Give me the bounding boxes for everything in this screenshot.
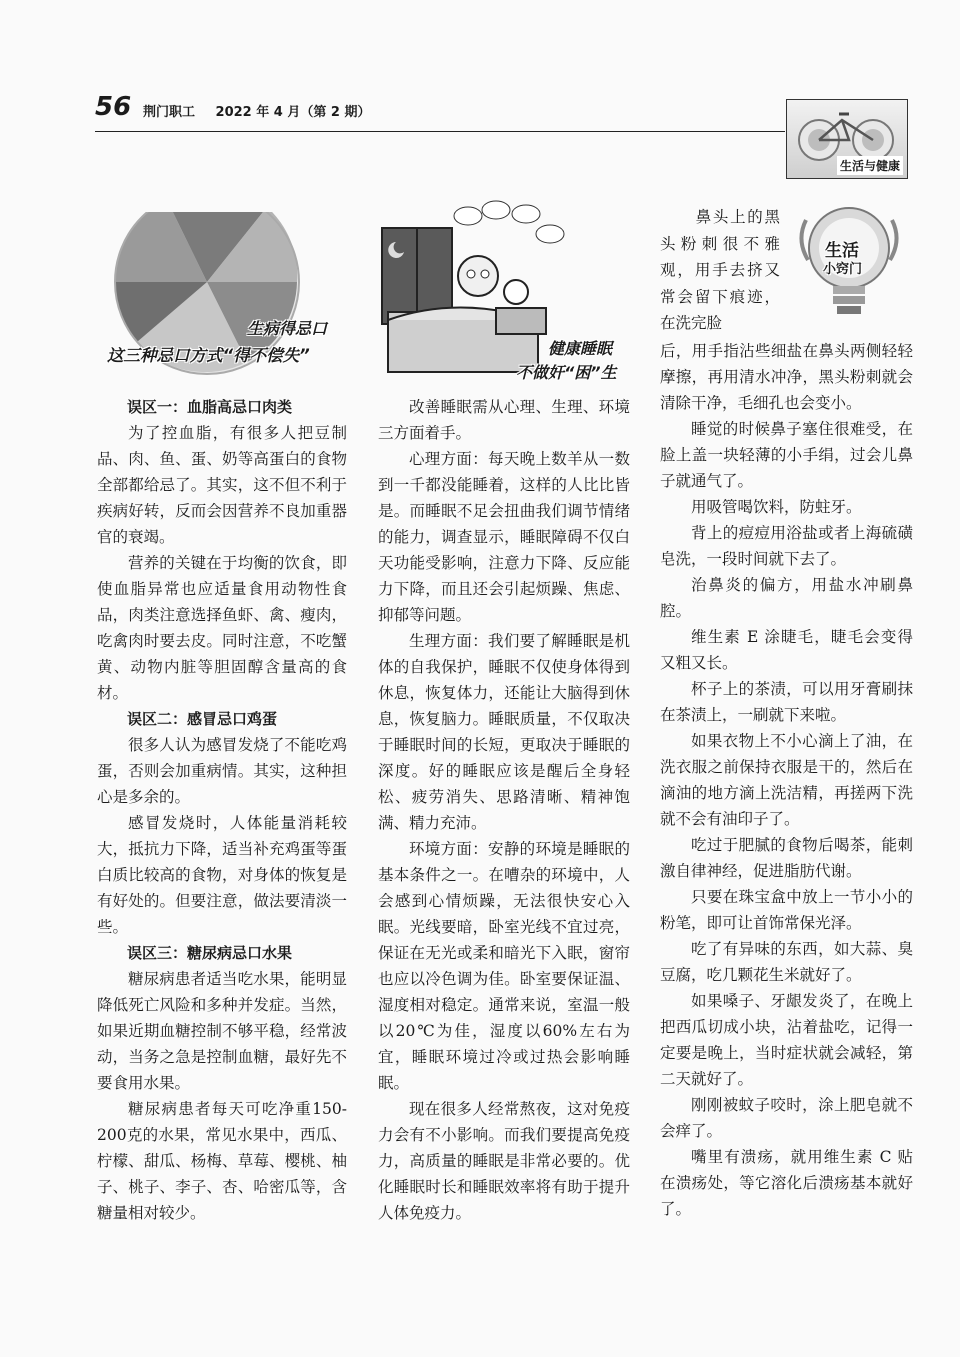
paragraph: 吃过于肥腻的食物后喝茶，能刺激自律神经，促进脂肪代谢。 bbox=[660, 836, 913, 880]
paragraph: 很多人认为感冒发烧了不能吃鸡蛋，否则会加重病情。其实，这种担心是多余的。 bbox=[97, 736, 347, 806]
paragraph: 背上的痘痘用浴盐或者上海硫磺皂洗，一段时间就下去了。 bbox=[660, 524, 913, 568]
section-heading: 误区三：糖尿病忌口水果 bbox=[127, 944, 293, 962]
paragraph: 环境方面：安静的环境是睡眠的基本条件之一。在嘈杂的环境中，人会感到心情烦躁，无法很快安心入眠。光线要暗，卧室光线不宜过亮，保证在无光或柔和暗光下入眠，窗帘也应以冷色调为佳。卧室要保证温、湿度相对稳定。通常来说，室温一般以20℃为佳，湿度以60%左右为宜，睡眠环境过冷或过热会影响睡眠。 bbox=[378, 840, 630, 1092]
paragraph: 吃了有异味的东西，如大蒜、臭豆腐，吃几颗花生米就好了。 bbox=[660, 940, 913, 984]
badge-line2: 小窍门 bbox=[823, 262, 863, 277]
article3-intro bbox=[660, 204, 780, 337]
article1-body bbox=[97, 394, 347, 1226]
paragraph: 维生素 E 涂睫毛，睫毛会变得又粗又长。 bbox=[660, 628, 913, 672]
paragraph: 心理方面：每天晚上数羊从一数到一千都没能睡着，这样的人比比皆是。而睡眠不足会扭曲我们调节情绪的能力，调查显示，睡眠障碍不仅白天功能受影响，注意力下降、反应能力下降，而且还会引起烦躁、焦虑、抑郁等问题。 bbox=[378, 450, 630, 624]
article3-body bbox=[660, 338, 913, 1222]
paragraph: 后，用手指沾些细盐在鼻头两侧轻轻摩擦，再用清水冲净，黑头粉刺就会清除干净，毛细孔也会变小。 bbox=[660, 342, 913, 412]
paragraph: 如果衣物上不小心滴上了油，在洗衣服之前保持衣服是干的，然后在滴油的地方滴上洗洁精，再搓两下洗就不会有油印子了。 bbox=[660, 732, 913, 828]
section-heading: 误区二：感冒忌口鸡蛋 bbox=[127, 710, 278, 728]
article2-body bbox=[378, 394, 630, 1226]
paragraph: 嘴里有溃疡，就用维生素 C 贴在溃疡处，等它溶化后溃疡基本就好了。 bbox=[660, 1148, 913, 1218]
sleep-illustration bbox=[378, 200, 630, 390]
article2-title-line2: 不做奸“困”生 bbox=[516, 363, 617, 382]
paragraph: 糖尿病患者适当吃水果，能明显降低死亡风险和多种并发症。当然，如果近期血糖控制不够平稳，经常波动，当务之急是控制血糖，最好先不要食用水果。 bbox=[97, 970, 347, 1092]
paragraph: 鼻头上的黑头粉刺很不雅观，用手去挤又常会留下痕迹，在洗完脸 bbox=[660, 208, 780, 332]
paragraph: 杯子上的茶渍，可以用牙膏刷抹在茶渍上，一刷就下来啦。 bbox=[660, 680, 913, 724]
issue-date: 2022 年 4 月（第 2 期） bbox=[215, 105, 371, 120]
badge-line1: 生活 bbox=[825, 241, 859, 261]
paragraph: 治鼻炎的偏方，用盐水冲刷鼻腔。 bbox=[660, 576, 913, 620]
section-label: 生活与健康 bbox=[837, 156, 903, 175]
paragraph: 睡觉的时候鼻子塞住很难受，在脸上盖一块轻薄的小手绢，过会儿鼻子就通气了。 bbox=[660, 420, 913, 490]
journal-name: 荆门职工 bbox=[143, 105, 196, 120]
paragraph: 只要在珠宝盒中放上一节小小的粉笔，即可让首饰常保光泽。 bbox=[660, 888, 913, 932]
header-rule bbox=[95, 131, 785, 132]
paragraph: 营养的关键在于均衡的饮食，即使血脂异常也应适量食用动物性食品，肉类注意选择鱼虾、禽、瘦肉，吃禽肉时要去皮。同时注意，不吃蟹黄、动物内脏等胆固醇含量高的食材。 bbox=[97, 554, 347, 702]
page-number: 56 bbox=[95, 92, 132, 122]
paragraph: 如果嗓子、牙龈发炎了，在晚上把西瓜切成小块，沾着盐吃，记得一定要是晚上，当时症状就会减轻，第二天就好了。 bbox=[660, 992, 913, 1088]
article1-title-line1: 生病得忌口 bbox=[247, 319, 328, 338]
food-plate-illustration bbox=[97, 212, 347, 387]
paragraph: 用吸管喝饮料，防蛀牙。 bbox=[691, 498, 862, 516]
tips-badge-illustration bbox=[786, 200, 912, 330]
page-header bbox=[95, 92, 785, 132]
paragraph: 刚刚被蚊子咬时，涂上肥皂就不会痒了。 bbox=[660, 1096, 913, 1140]
paragraph: 改善睡眠需从心理、生理、环境三方面着手。 bbox=[378, 398, 630, 442]
paragraph: 生理方面：我们要了解睡眠是机体的自我保护，睡眠不仅使身体得到休息，恢复体力，还能让大脑得到休息，恢复脑力。睡眠质量，不仅取决于睡眠时间的长短，更取决于睡眠的深度。好的睡眠应该是醒后全身轻松、疲劳消失、思路清晰、精神饱满、精力充沛。 bbox=[378, 632, 630, 832]
section-heading: 误区一：血脂高忌口肉类 bbox=[127, 398, 293, 416]
paragraph: 感冒发烧时，人体能量消耗较大，抵抗力下降，适当补充鸡蛋等蛋白质比较高的食物，对身体的恢复是有好处的。但要注意，做法要清淡一些。 bbox=[97, 814, 347, 936]
article1-title-line2: 这三种忌口方式“得不偿失” bbox=[107, 346, 310, 365]
paragraph: 糖尿病患者每天可吃净重150-200克的水果，常见水果中，西瓜、柠檬、甜瓜、杨梅、草莓、樱桃、柚子、桃子、李子、杏、哈密瓜等，含糖量相对较少。 bbox=[97, 1100, 347, 1222]
paragraph: 为了控血脂，有很多人把豆制品、肉、鱼、蛋、奶等高蛋白的食物全部都给忌了。其实，这不但不利于疾病好转，反而会因营养不良加重器官的衰竭。 bbox=[97, 424, 347, 546]
article2-title-line1: 健康睡眠 bbox=[548, 339, 613, 358]
section-badge bbox=[786, 99, 908, 179]
header-info bbox=[143, 101, 386, 120]
paragraph: 现在很多人经常熬夜，这对免疫力会有不小影响。而我们要提高免疫力，高质量的睡眠是非常必要的。优化睡眠时长和睡眠效率将有助于提升人体免疫力。 bbox=[378, 1100, 630, 1222]
